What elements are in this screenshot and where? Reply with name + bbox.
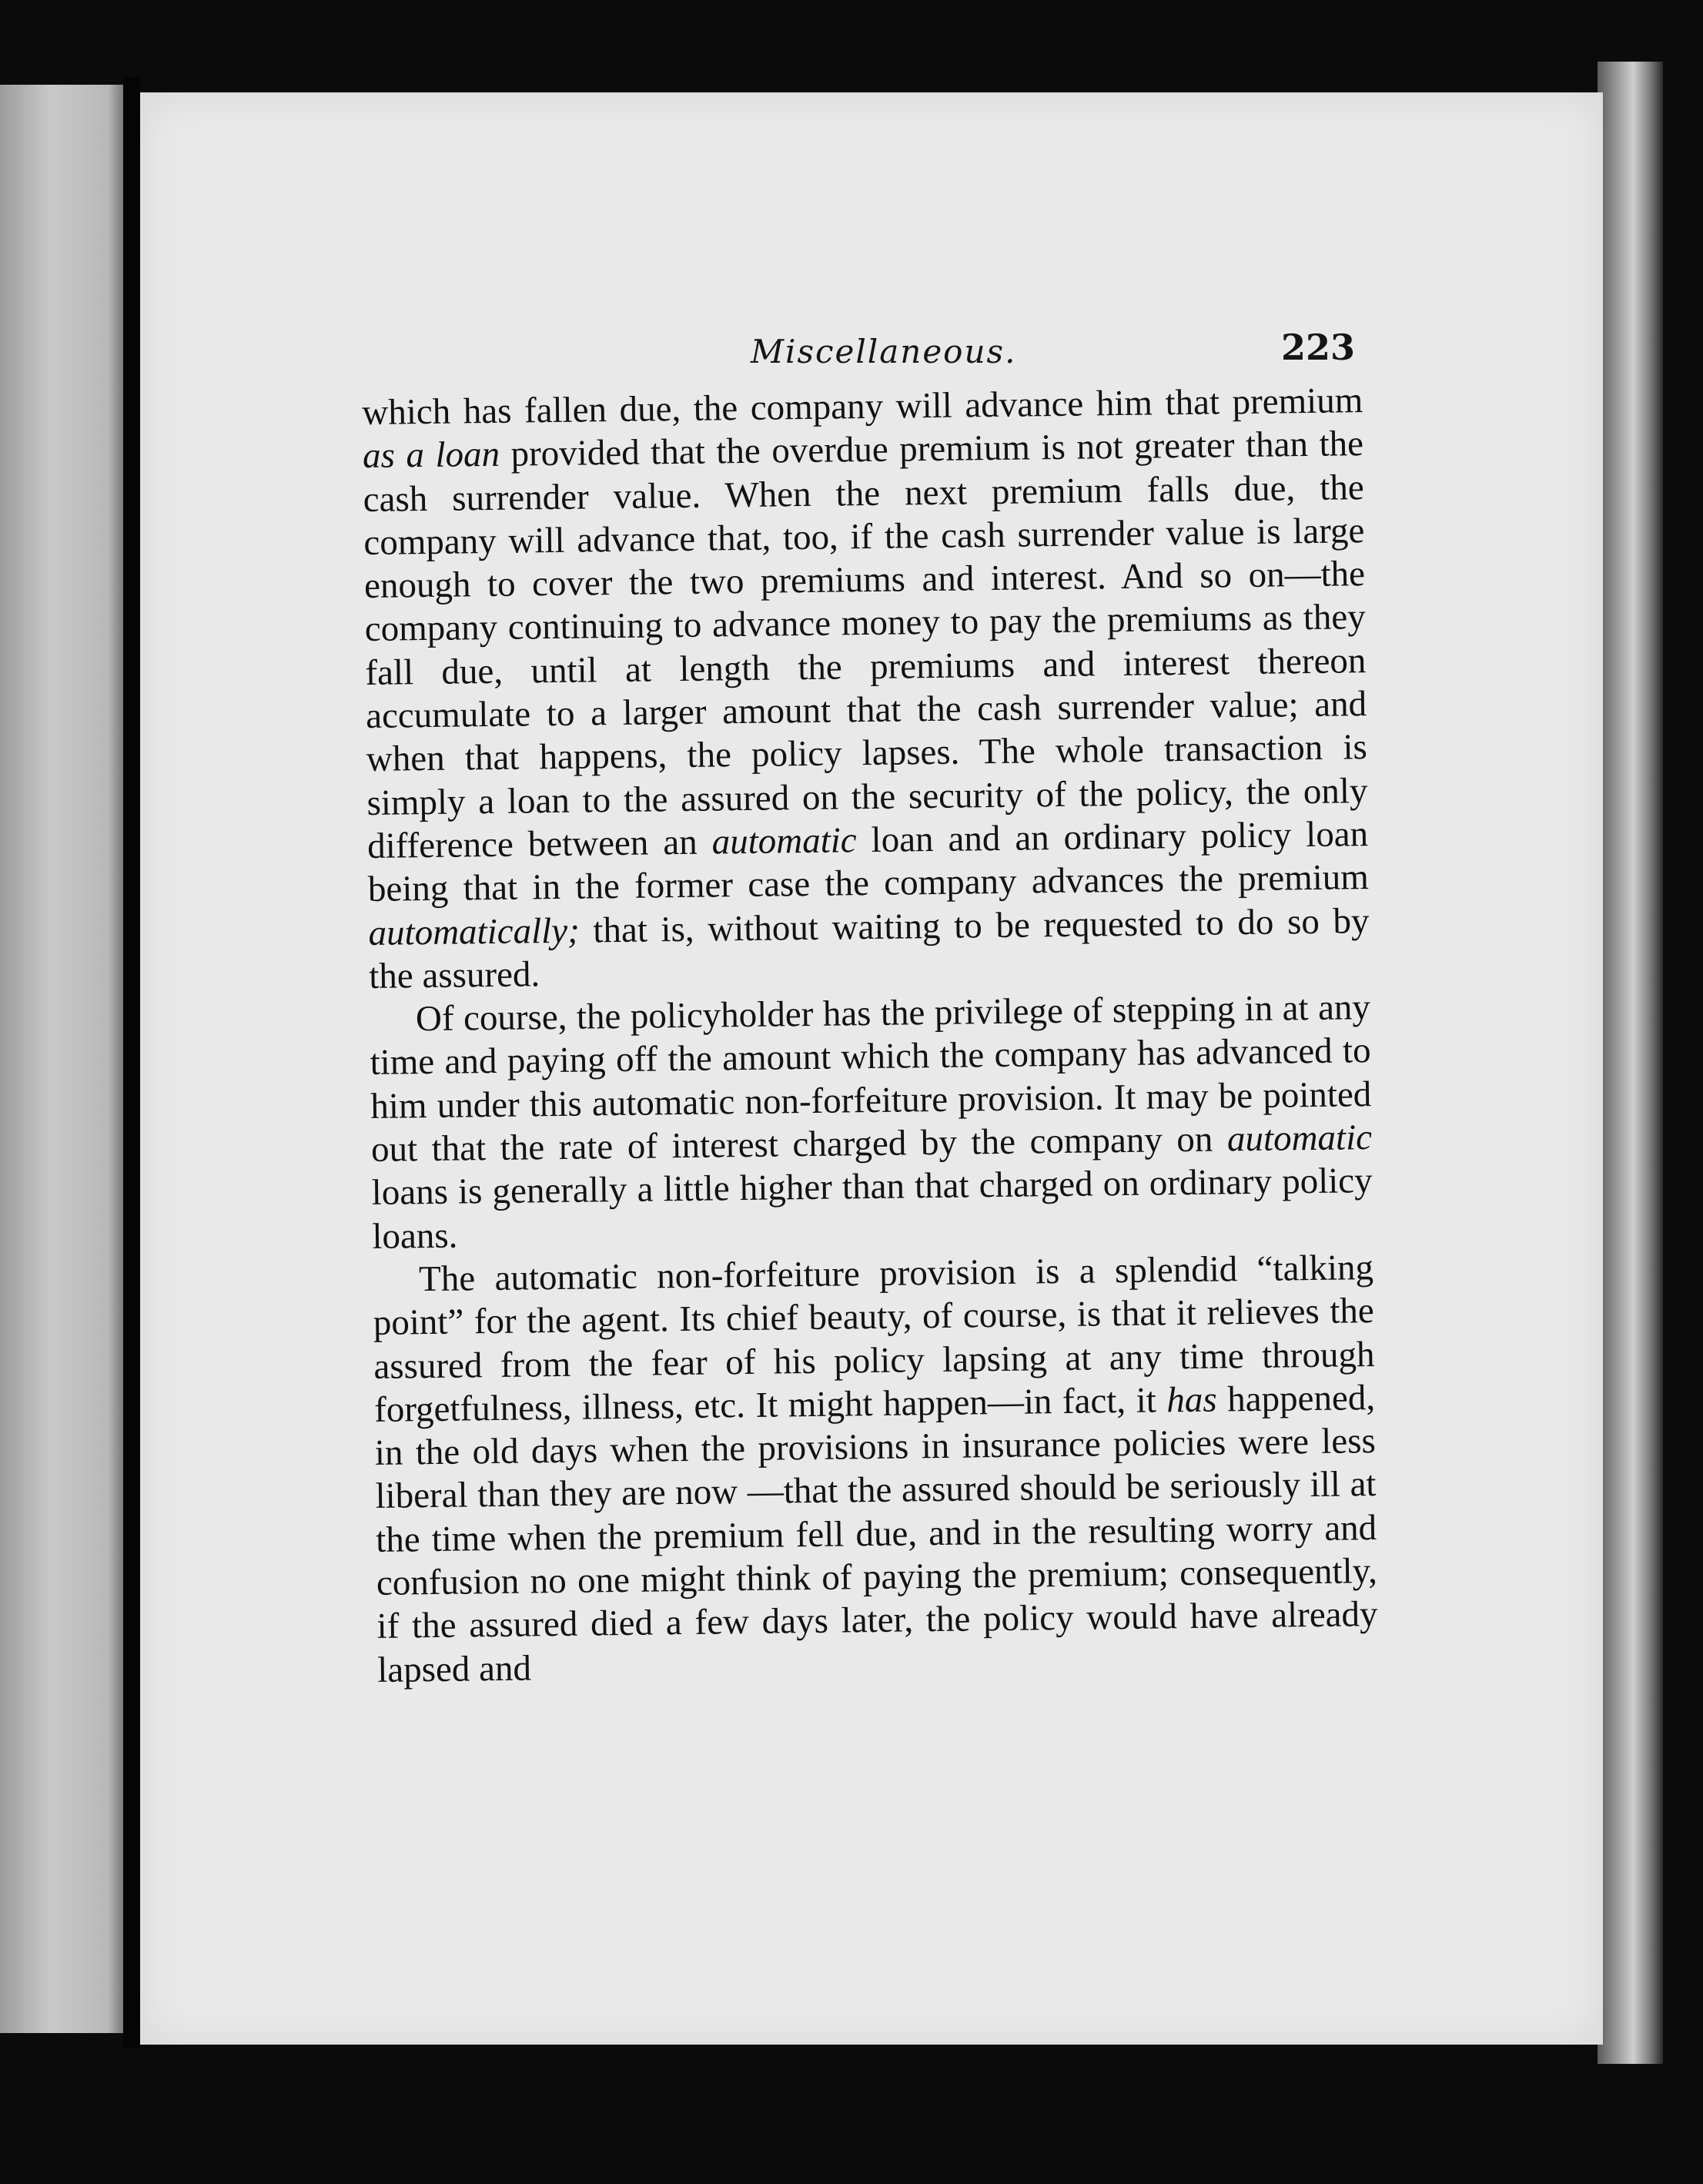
paragraph-1-emphasis-1: as a loan	[362, 434, 500, 477]
paragraph-1-text-2: provided that the overdue premium is not greater than the cash surrender value. When the next premium falls due, the company will advance that, too, if the cash surrender value is large enough to cover the two premiums and interest. And so on—the company continuing to advance money to pay the premiums as they fall due, until at length the premiums and interest thereon accumulate to a larger amount that the cash surrender value; and when that happens, the policy lapses. The whole transaction is simply a loan to the assured on the security of the policy, the only difference between an	[363, 424, 1368, 866]
page-stack-edge	[1598, 62, 1663, 2064]
paragraph-1-text-4: that is, without waiting to be requested to do so by the assured.	[368, 900, 1370, 997]
paragraph-1-emphasis-3: automatically;	[368, 910, 580, 953]
running-head: Miscellaneous.	[751, 333, 1017, 370]
paragraph-3-emphasis-1: has	[1166, 1379, 1217, 1421]
paragraph-1-emphasis-2: automatic	[711, 820, 857, 863]
paragraph-2-text-2: loans is generally a little higher than that charged on ordinary policy loans.	[371, 1161, 1373, 1257]
page-body	[362, 379, 1379, 1692]
facing-page-edge	[0, 85, 127, 2033]
paragraph-1-text-3: loan and an ordinary policy loan being that in the former case the company advances the premium	[367, 814, 1370, 910]
paragraph-1	[362, 379, 1370, 998]
paragraph-2	[370, 986, 1373, 1258]
paragraph-3	[373, 1246, 1379, 1692]
paragraph-3-text-2: happened, in the old days when the provisions in insurance policies were less liberal than they are now —that the assured should be seriously ill at the time when the premium fell due, and in the resulting worry and confusion no one might think of paying the premium; consequently, if the assured died a few days later, the policy would have already lapsed and	[374, 1377, 1378, 1690]
paragraph-1-text-1: which has fallen due, the company will advance him that premium	[362, 380, 1363, 433]
page-number: 223	[1280, 327, 1355, 368]
paragraph-2-emphasis-1: automatic	[1226, 1117, 1373, 1160]
page-header	[362, 323, 1355, 385]
paragraph-2-text-1: Of course, the policyholder has the privilege of stepping in at any time and paying off the amount which the company has advanced to him under this automatic non-forfeiture provision. It may be pointed out that the rate of interest charged by the company on	[370, 987, 1372, 1170]
book-gutter	[123, 77, 140, 2048]
paragraph-3-text-1: The automatic non-forfeiture provision is a splendid “talking point” for the agent. Its chief beauty, of course, is that it relieves the assured from the fear of his policy lapsing at any time through forgetfulness, illness, etc. It might happen—in fact, it	[373, 1247, 1375, 1430]
